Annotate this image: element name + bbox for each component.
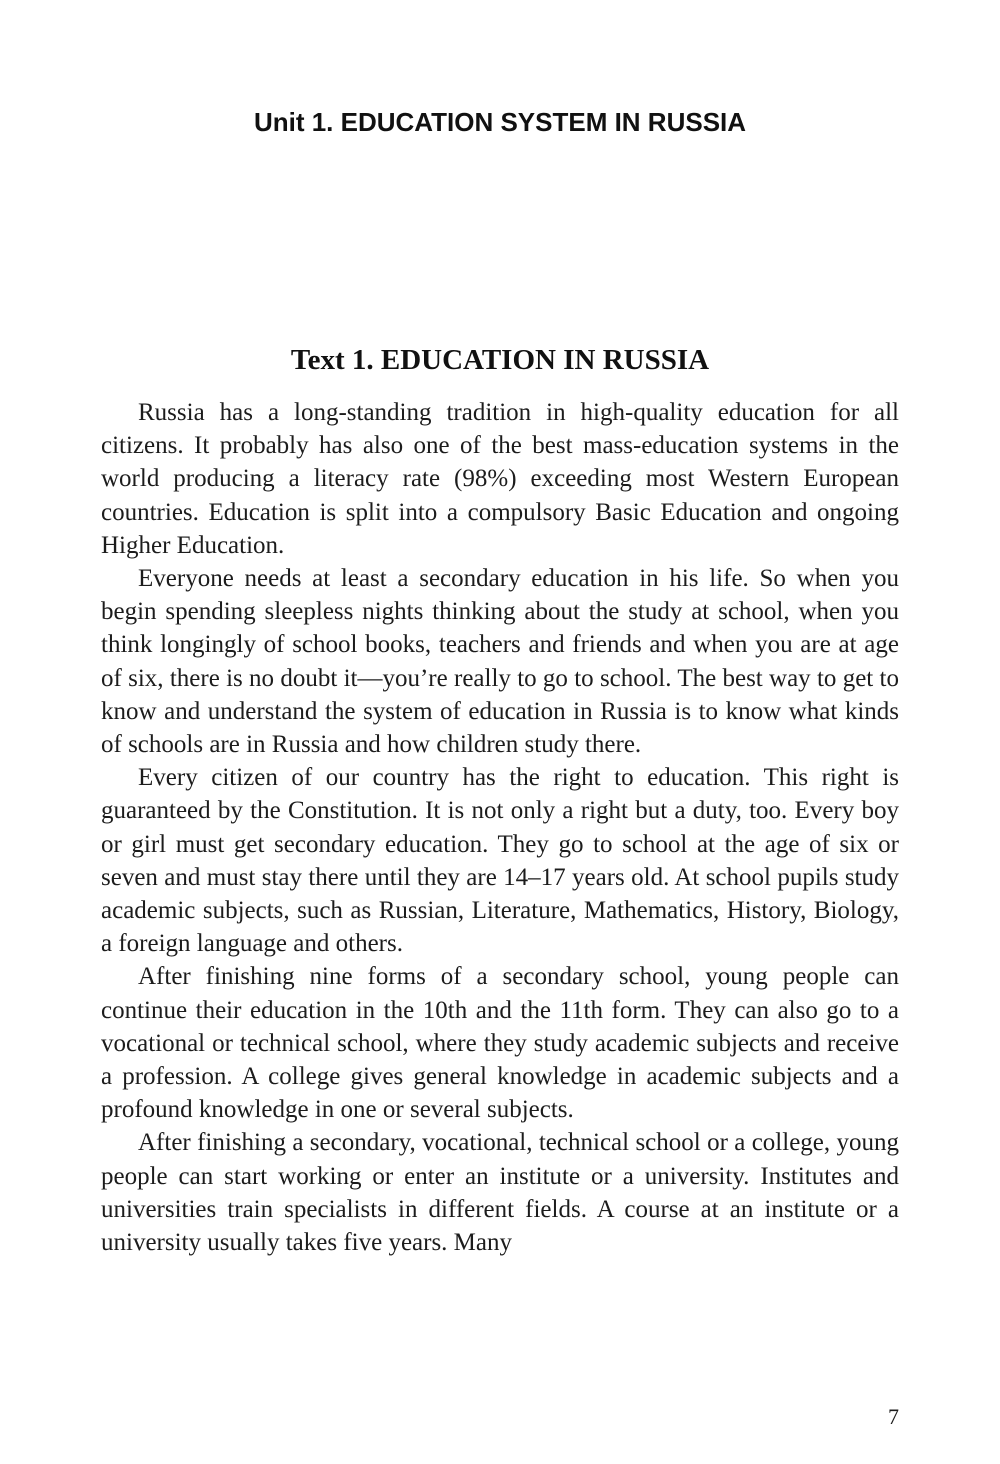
paragraph-3: Every citizen of our country has the right to education. This right is guaranteed by the Constitution. It is not only a right but a duty, too. Every boy or girl must get secondary education. They go to school at the age of six or seven and must stay there until they are 14–17 years old. At school pupils study academic subjects, such as Russian, Literature, Mathematics, History, Biology, a foreign language and others. bbox=[101, 764, 899, 958]
paragraph-4: After finishing nine forms of a secondary school, young people can continue their education in the 10th and the 11th form. They can also go to a vocational or technical school, where they study academic subjects and receive a profession. A college gives general knowledge in academic subjects and a profound knowledge in one or several subjects. bbox=[101, 963, 899, 1124]
text-title: Text 1. EDUCATION IN RUSSIA bbox=[290, 344, 710, 376]
paragraph-5: After finishing a secondary, vocational, technical school or a college, young people can start working or enter an institute or a university. Institutes and universities train specialists in different fields. A course at an institute or a university usually takes five years. Many bbox=[101, 1129, 899, 1257]
unit-title: Unit 1. EDUCATION SYSTEM IN RUSSIA bbox=[253, 107, 747, 137]
body-text bbox=[101, 396, 899, 1259]
paragraph-2: Everyone needs at least a secondary education in his life. So when you begin spending sleepless nights thinking about the study at school, when you think longingly of school books, teachers and friends and when you are at age of six, there is no doubt it—you’re really to go to school. The best way to get to know and understand the system of education in Russia is to know what kinds of schools are in Russia and how children study there. bbox=[101, 565, 899, 759]
paragraph-1: Russia has a long-standing tradition in high-quality education for all citizens. It probably has also one of the best mass-education systems in the world producing a literacy rate (98%) exceeding most Western European countries. Education is split into a compulsory Basic Education and ongoing Higher Education. bbox=[101, 399, 899, 559]
page-number: 7 bbox=[888, 1404, 899, 1429]
